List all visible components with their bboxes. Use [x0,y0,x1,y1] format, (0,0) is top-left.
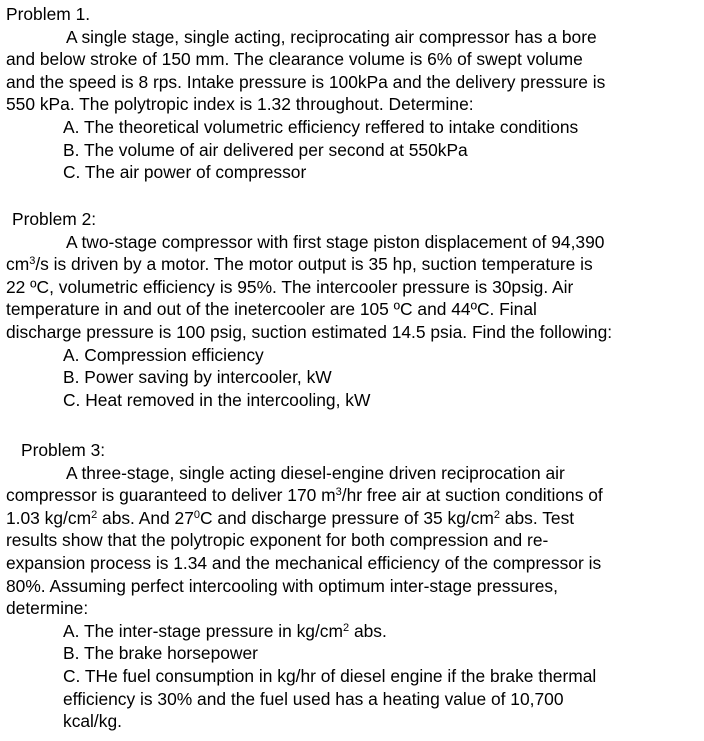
list-item: A. Compression efficiency [63,344,264,365]
paragraph-line: A single stage, single acting, reciprocating air compressor has a bore [66,26,597,47]
paragraph-line: A two-stage compressor with first stage piston displacement of 94,390 [66,231,605,252]
paragraph-line: 550 kPa. The polytropic index is 1.32 throughout. Determine: [6,94,474,115]
problem-title: Problem 1. [6,4,91,24]
paragraph-line: results show that the polytropic exponent for both compression and re- [6,530,549,551]
list-item: C. The air power of compressor [63,162,307,183]
problem-2 [0,208,704,411]
paragraph-line: 1.03 $kg/cm^2$ abs. And $27^0C$ and discharge pressure of 35 $kg/cm^2$ abs. Test [6,507,575,528]
list-item: B. Power saving by intercooler, kW [63,367,332,388]
problem-title: Problem 3: [21,440,106,460]
list-item: A. The theoretical volumetric efficiency reffered to intake conditions [63,116,579,137]
list-item: B. The brake horsepower [63,643,258,664]
list-item: C. THe fuel consumption in kg/hr of diesel engine if the brake thermal [63,665,597,686]
paragraph-line: A three-stage, single acting diesel-engine driven reciprocation air [66,462,565,483]
paragraph-line: temperature in and out of the inetercooler are 105 ºC and 44ºC. Final [6,299,537,320]
paragraph-line: compressor is guaranteed to deliver 170 $m^3/hr$ free air at suction conditions of [6,485,603,506]
list-item-continuation: efficiency is 30% and the fuel used has a heating value of 10,700 [63,688,564,709]
list-item: C. Heat removed in the intercooling, kW [63,389,371,410]
paragraph-line: discharge pressure is 100 psig, suction estimated 14.5 psia. Find the following: [6,321,613,342]
list-item: A. The inter-stage pressure in $kg/cm^2$ abs. [63,620,387,641]
paragraph-line: 22 ºC, volumetric efficiency is 95%. The intercooler pressure is 30psig. Air [6,276,574,297]
list-item-continuation: kcal/kg. [63,711,122,732]
paragraph-line: and below stroke of 150 mm. The clearance volume is 6% of swept volume [6,49,583,70]
list-item: B. The volume of air delivered per second at 550kPa [63,139,468,160]
paragraph-line: 80%. Assuming perfect intercooling with optimum inter-stage pressures, [6,575,558,596]
paragraph-line: determine: [6,598,89,619]
paragraph-line: $cm^3/s$ is driven by a motor. The motor output is 35 hp, suction temperature is [6,254,593,275]
problem-title: Problem 2: [12,209,97,229]
paragraph-line: expansion process is 1.34 and the mechanical efficiency of the compressor is [6,552,602,573]
problem-1 [0,3,704,184]
paragraph-line: and the speed is 8 rps. Intake pressure is 100kPa and the delivery pressure is [6,71,606,92]
problem-3 [0,439,704,733]
